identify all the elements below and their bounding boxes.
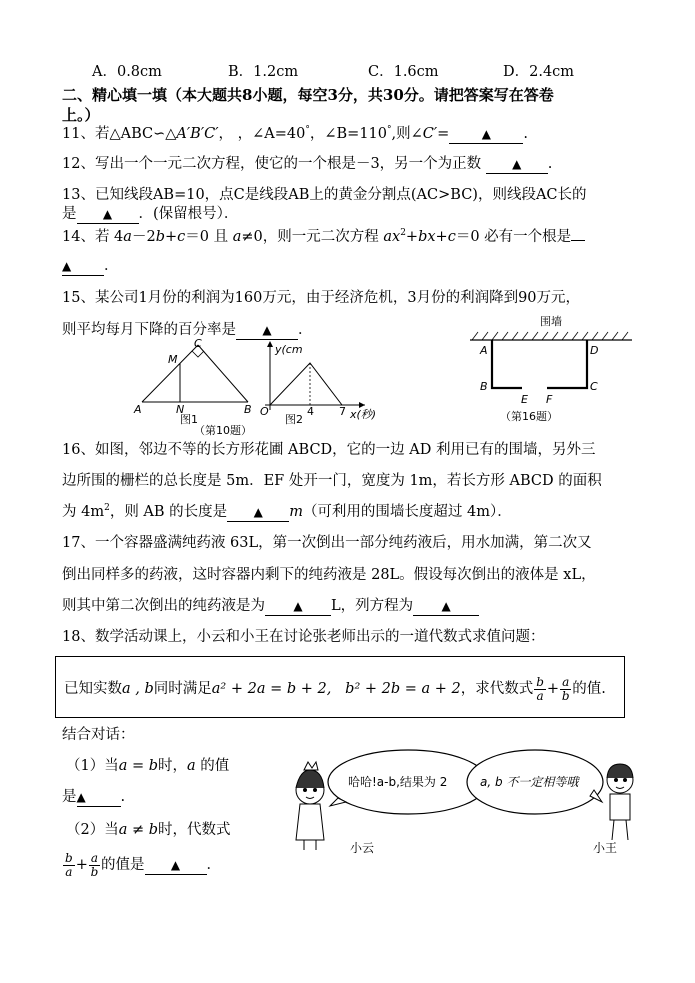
caption-fig2: 图2 <box>285 413 303 426</box>
figure-10 <box>130 335 377 437</box>
answer-blank: ▲ <box>236 323 298 340</box>
question-16-cont2: 为 $4m^2$，则 AB 的长度是 ▲ m（可利用的围墙长度超过 4m）． <box>62 503 512 520</box>
name-right: 小王 <box>593 841 618 855</box>
label-c: C <box>590 380 598 393</box>
label-c: C <box>194 337 202 350</box>
option-b: B．1.2cm <box>228 64 299 80</box>
bubble-right-text: a, b 不一定相等哦 <box>480 775 579 789</box>
question-14: 14、若 4a－2b+c＝0 且 a≠0，则一元二次方程 $ax^2+bx+c=0$ 必有一个根是 <box>62 228 585 246</box>
discussion-label: 结合对话： <box>62 727 135 743</box>
label-e: E <box>521 393 528 406</box>
section-title-cont: 上。） <box>62 106 100 124</box>
option-a: A．0.8cm <box>92 64 162 80</box>
option-d: D．2.4cm <box>503 64 575 80</box>
boy-figure <box>607 764 633 840</box>
label-m: M <box>168 353 178 366</box>
origin-label: O <box>260 405 269 418</box>
question-14-answer: ▲ ． <box>62 258 119 274</box>
answer-blank: ▲ <box>413 599 479 616</box>
label-a: A <box>480 344 488 357</box>
question-17-cont: 倒出同样多的药液，这时容器内剩下的纯药液是 28L。假设每次倒出的液体是 xL， <box>62 567 596 583</box>
tick-7: 7 <box>339 405 346 418</box>
girl-figure <box>296 762 324 850</box>
label-d: D <box>590 344 599 357</box>
bubble-left-text: 哈哈!a-b,结果为 2 <box>348 775 448 789</box>
question-15-cont: 则平均每月下降的百分率是 ▲ ． <box>62 322 313 338</box>
option-c: C．1.6cm <box>368 64 439 80</box>
label-n: N <box>176 403 185 416</box>
question-12: 12、写出一个一元二次方程，使它的一个根是－3，另一个为正数 ▲ . <box>62 156 553 172</box>
answer-blank: ▲ <box>145 858 207 875</box>
answer-blank: ▲ <box>227 505 289 522</box>
question-16: 16、如图，邻边不等的长方形花圃 ABCD，它的一边 AD 利用已有的围墙，另外三 <box>62 442 596 458</box>
answer-blank: ▲ <box>449 127 523 144</box>
caption-fig1: 图1 <box>180 413 198 426</box>
figure-16 <box>462 310 642 428</box>
wall-label: 围墙 <box>540 315 562 328</box>
answer-blank: ▲ <box>77 790 121 807</box>
question-13: 13、已知线段AB=10，点C是线段AB上的黄金分割点(AC>BC)，则线段AC长的 <box>62 187 587 203</box>
part-2-cont: $\frac{b}{a}$ + $\frac{a}{b}$ 的值是 ▲ ． <box>65 851 221 879</box>
part-1: （1）当a = b时，a 的值 <box>66 758 230 774</box>
label-b: B <box>480 380 488 393</box>
answer-blank: ▲ <box>486 157 548 174</box>
label-a: A <box>134 403 142 416</box>
caption-q10: （第10题） <box>194 424 252 437</box>
section-title: 二、精心填一填（本大题共8小题，每空3分，共30分。请把答案写在答卷 <box>62 86 554 104</box>
question-17: 17、一个容器盛满纯药液 63L，第一次倒出一部分纯药液后，用水加满，第二次又 <box>62 535 592 551</box>
question-17-cont2: 则其中第二次倒出的纯药液是为 ▲ L，列方程为 ▲ <box>62 597 479 616</box>
question-15: 15、某公司1月份的利润为160万元，由于经济危机，3月份的利润降到90万元， <box>62 290 581 306</box>
question-18: 18、数学活动课上，小云和小王在讨论张老师出示的一道代数式求值问题： <box>62 629 545 645</box>
dialogue-illustration <box>290 740 650 865</box>
part-2: （2）当a ≠ b时，代数式 <box>66 822 231 838</box>
answer-blank: ▲ <box>77 207 139 224</box>
question-16-cont: 边所围的栅栏的总长度是 5m．EF 处开一门，宽度为 1m，若长方形 ABCD 的面积 <box>62 473 602 489</box>
part-1-cont: 是▲ . <box>62 789 126 805</box>
label-b: B <box>244 403 252 416</box>
y-axis-label: y(cm <box>275 343 303 356</box>
tick-4: 4 <box>307 405 314 418</box>
question-11: 11、若△ABC∽△A′B′C′， ，∠A=40°，∠B=110°,则∠C′= ▲ . <box>62 125 528 142</box>
name-left: 小云 <box>350 841 375 855</box>
answer-blank: ▲ <box>265 599 331 616</box>
caption-q16: （第16题） <box>500 410 558 423</box>
problem-statement: 已知实数a , b同时满足a² + 2a = b + 2, b² + 2b = a + 2，求代数式 $\frac{b}{a}$ + $\frac{a}{b}$ 的值. <box>64 675 606 703</box>
answer-blank: ▲ <box>62 259 104 276</box>
x-axis-label: x(秒) <box>350 408 377 421</box>
label-f: F <box>546 393 553 406</box>
question-13-cont: 是 ▲ ．(保留根号）． <box>62 206 239 222</box>
